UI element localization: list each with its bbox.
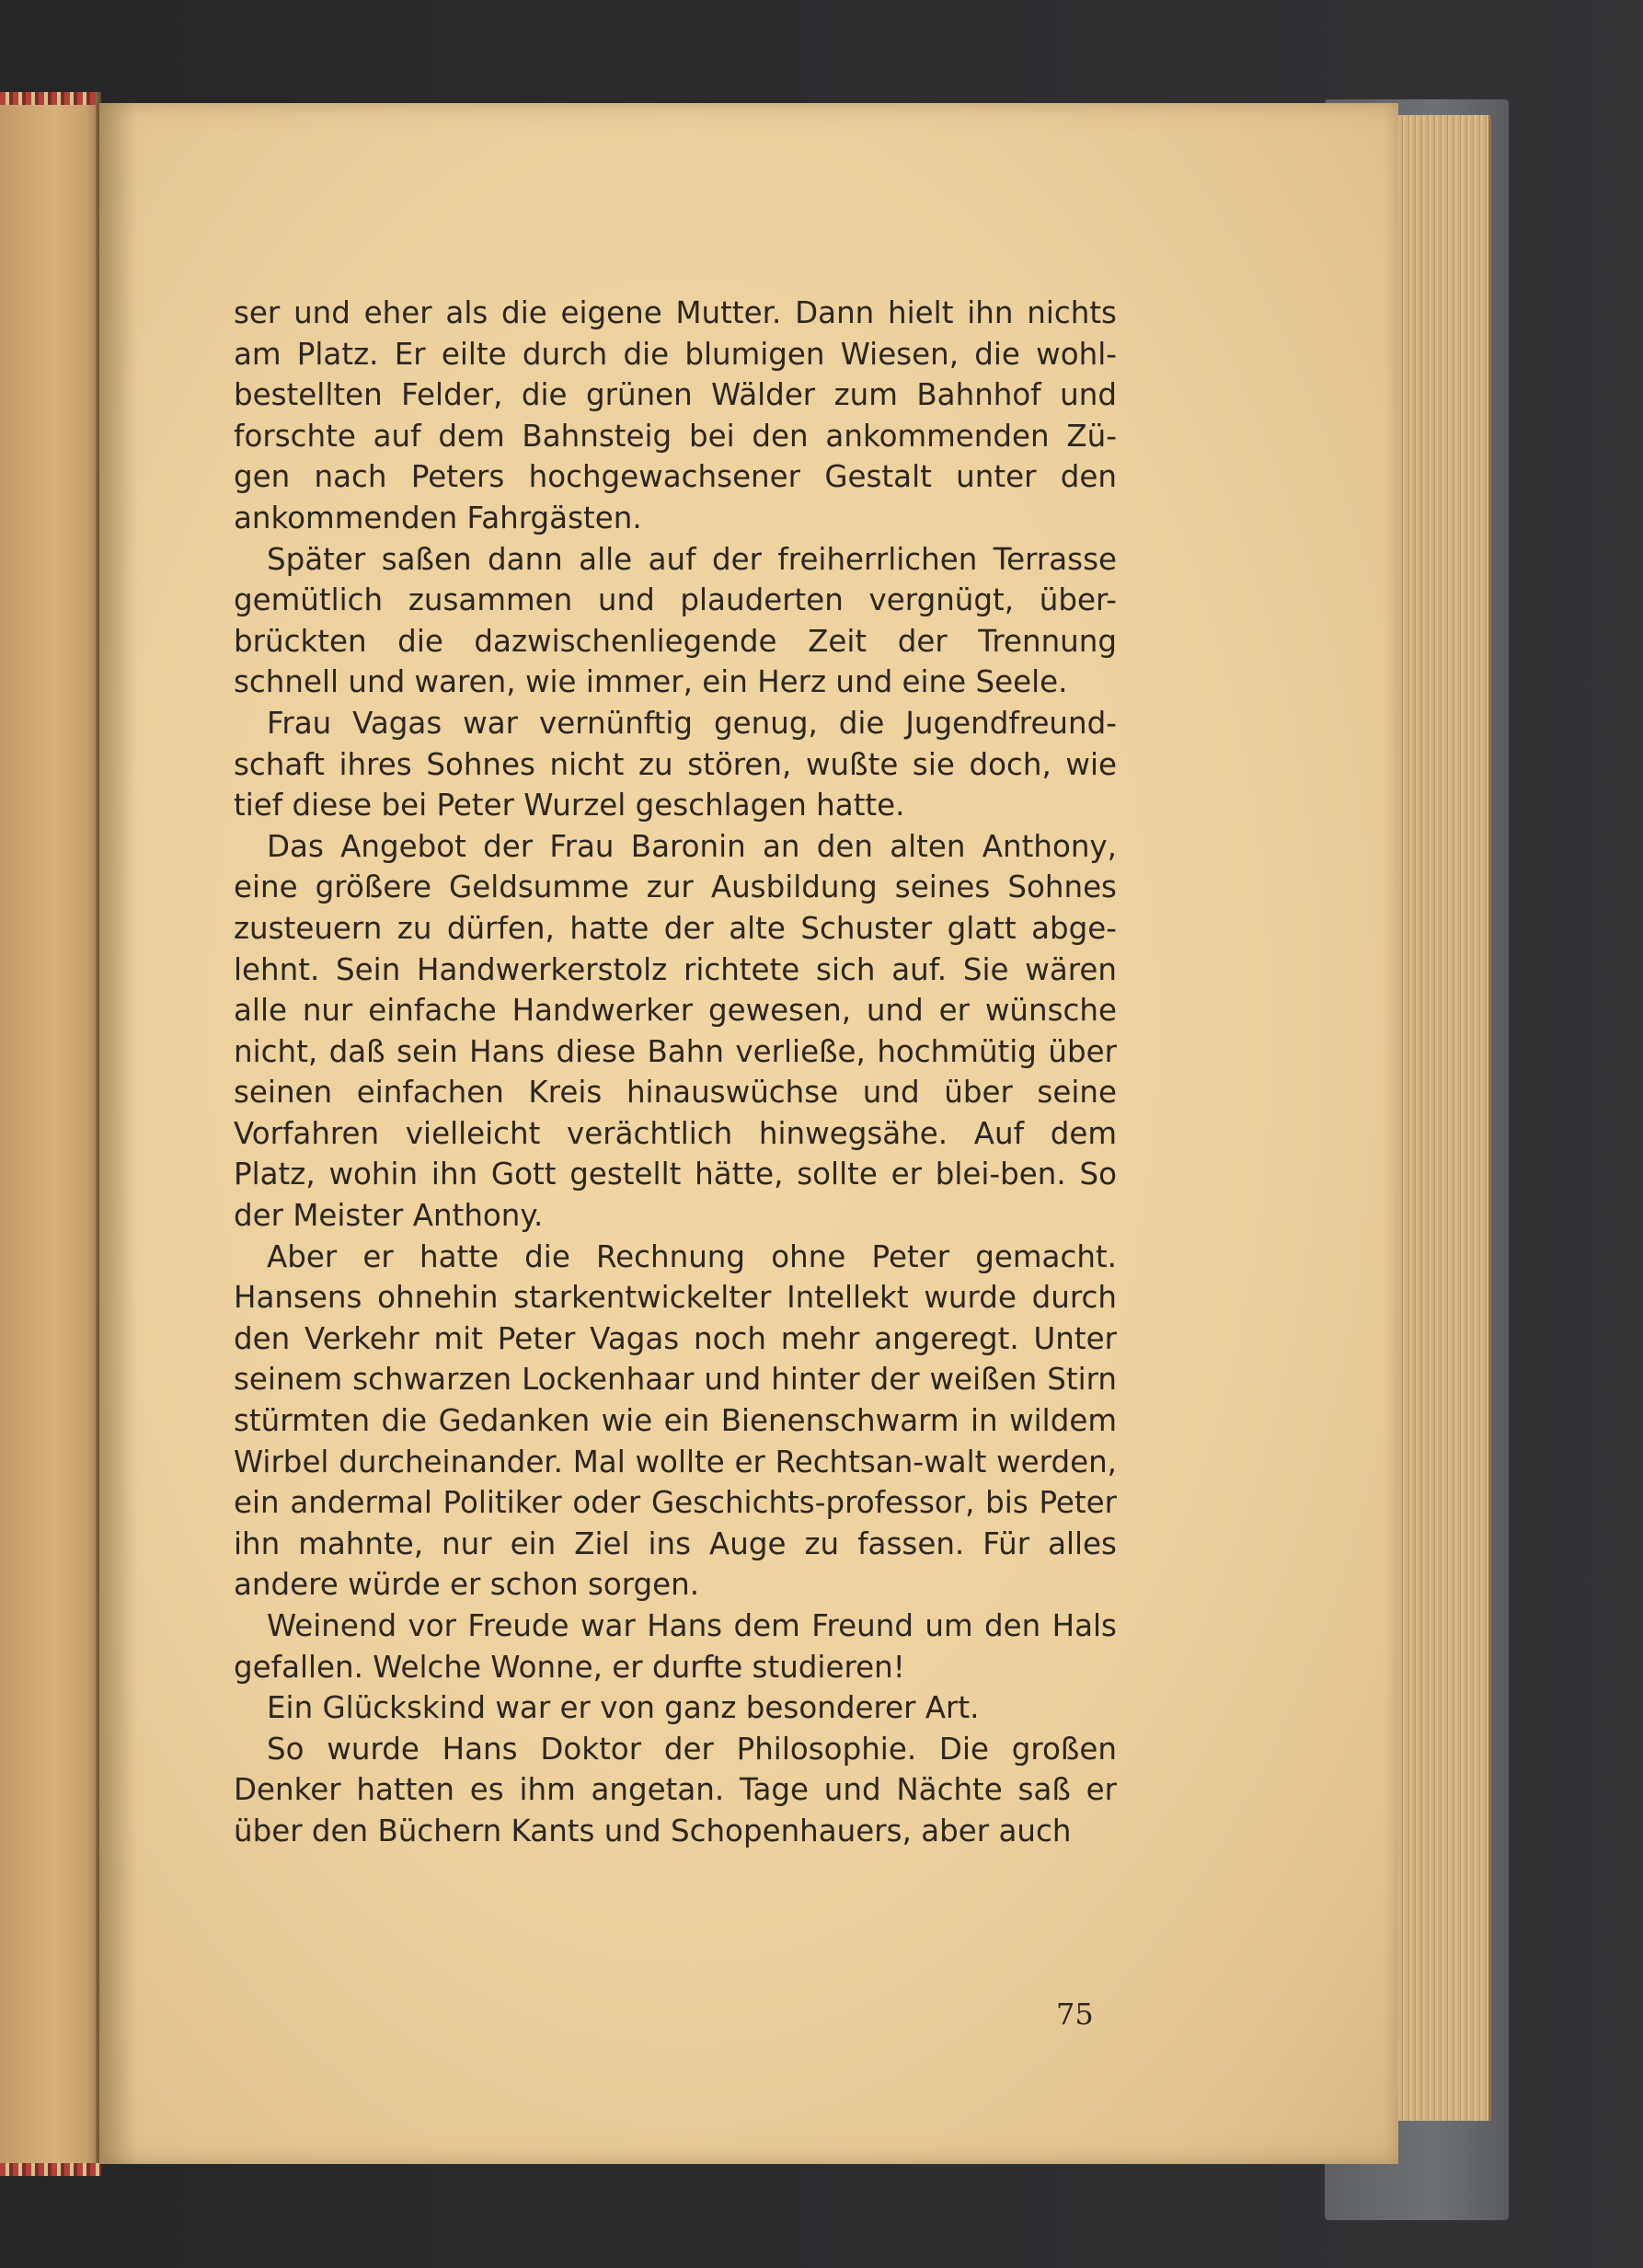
paragraph: Das Angebot der Frau Baronin an den alten Anthony, eine größere Geldsumme zur Ausbildung seines Sohnes zusteuern zu dürfen, hatte der alte Schuster glatt abge-lehnt. Sein Handwerkerstolz richtete sich auf. Sie wären alle nur einfache Handwerker gewesen, und er wünsche nicht, daß sein Hans diese Bahn verließe, hochmütig über seinen einfachen Kreis hinauswüchse und über seine Vorfahren vielleicht verächtlich hinwegsähe. Auf dem Platz, wohin ihn Gott gestellt hätte, sollte er blei-ben. So der Meister Anthony. [234,828,1117,1234]
left-facing-page [0,92,101,2176]
gutter-shadow [99,103,136,2164]
paragraph: Aber er hatte die Rechnung ohne Peter gemacht. Hansens ohnehin starkentwickelter Intellekt wurde durch den Verkehr mit Peter Vagas noch mehr angeregt. Unter seinem schwarzen Lockenhaar und hinter der weißen Stirn stürmten die Gedanken wie ein Bienenschwarm in wildem Wirbel durcheinander. Mal wollte er Rechtsan-walt werden, ein andermal Politiker oder Geschichts-professor, bis Peter ihn mahnte, nur ein Ziel ins Auge zu fassen. Für alles andere würde er schon sorgen. [234,1238,1117,1603]
page-number: 75 [1056,1997,1094,2032]
paragraph: Frau Vagas war vernünftig genug, die Jugendfreund-schaft ihres Sohnes nicht zu stören, wußte sie doch, wie tief diese bei Peter Wurzel geschlagen hatte. [234,705,1117,823]
paragraph: So wurde Hans Doktor der Philosophie. Die großen Denker hatten es ihm angetan. Tage und Nächte saß er über den Büchern Kants und Schopenhauers, aber auch [234,1731,1117,1848]
book-page [99,103,1398,2164]
paragraph: Weinend vor Freude war Hans dem Freund um den Hals gefallen. Welche Wonne, er durfte studieren! [234,1608,1117,1685]
paragraph: Später saßen dann alle auf der freiherrlichen Terrasse gemütlich zusammen und plauderten vergnügt, über-brückten die dazwischenliegende Zeit der Trennung schnell und waren, wie immer, ein Herz und eine Seele. [234,541,1117,700]
paragraph: ser und eher als die eigene Mutter. Dann hielt ihn nichts am Platz. Er eilte durch die blumigen Wiesen, die wohl-bestellten Felder, die grünen Wälder zum Bahnhof und forschte auf dem Bahnsteig bei den ankommenden Zü-gen nach Peters hochgewachsener Gestalt unter den ankommenden Fahrgästen. [234,295,1117,535]
body-text [234,293,1117,1852]
tailband [0,2163,101,2176]
headband [0,92,101,105]
paragraph: Ein Glückskind war er von ganz besonderer Art. [267,1690,980,1726]
